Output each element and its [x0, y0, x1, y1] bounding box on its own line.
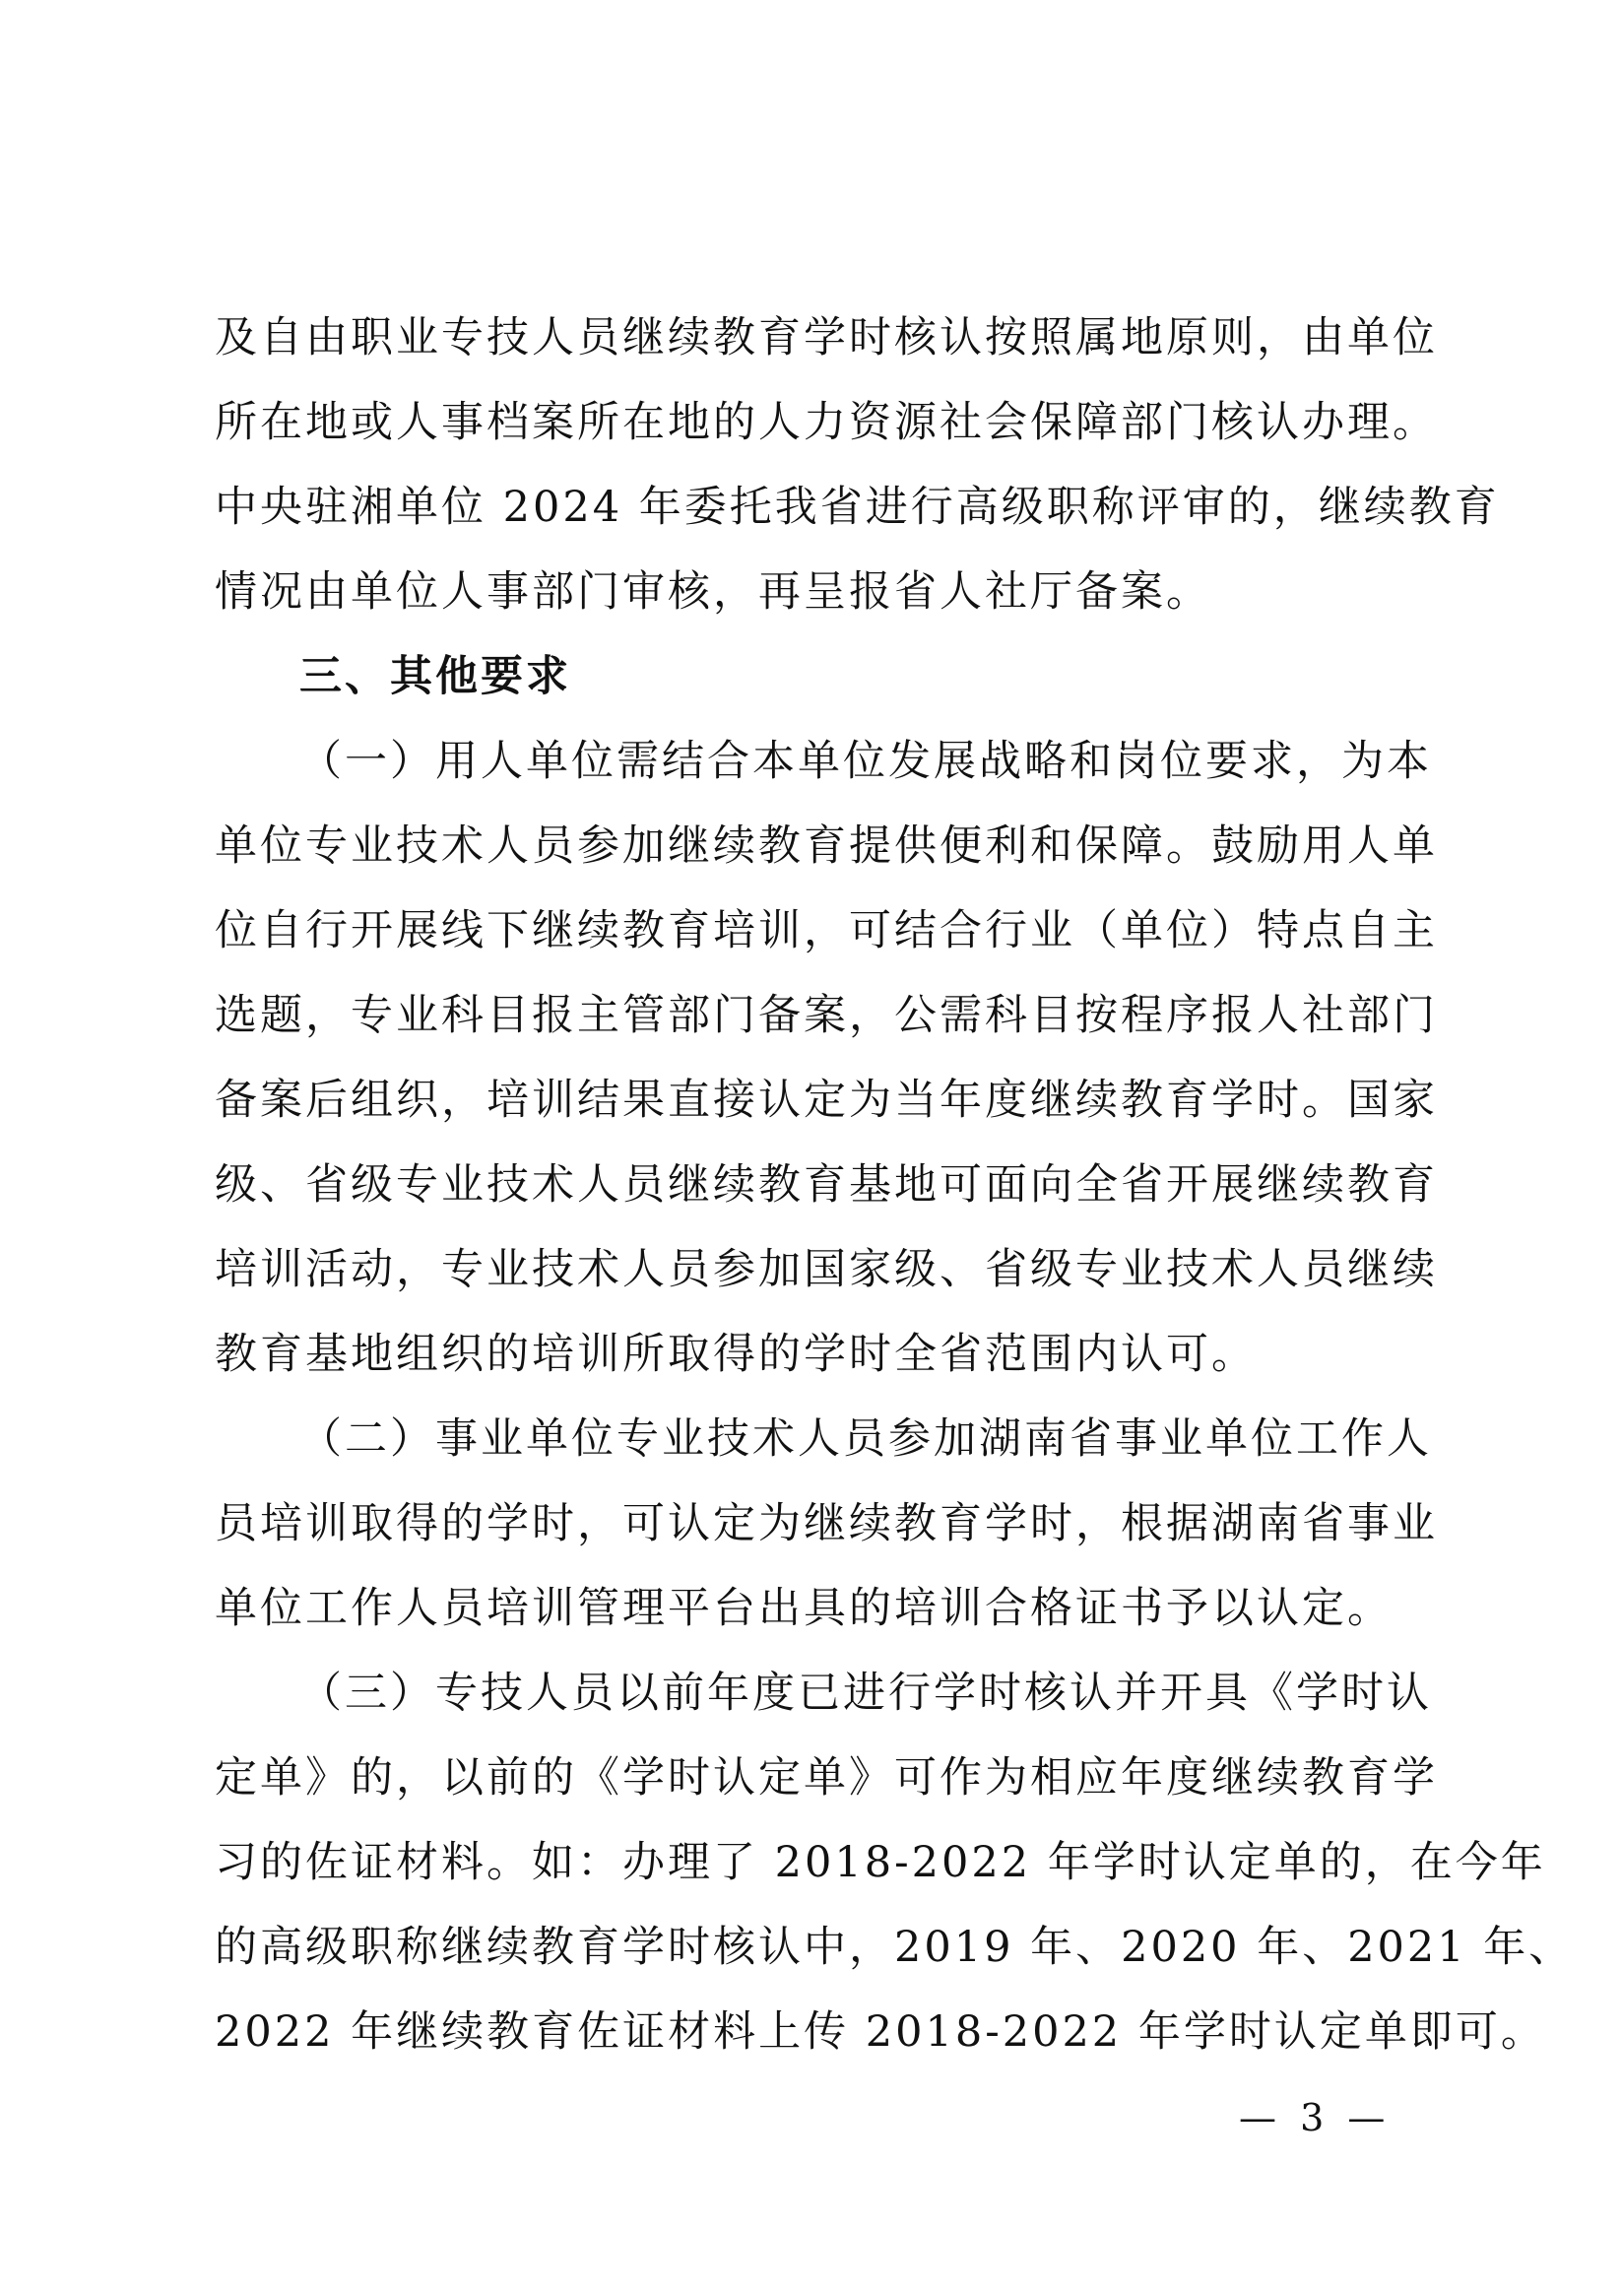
text-line: 所在地或人事档案所在地的人力资源社会保障部门核认办理。 [215, 398, 1438, 447]
text-line: 情况由单位人事部门审核，再呈报省人社厅备案。 [215, 567, 1211, 617]
text-line: 级、省级专业技术人员继续教育基地可面向全省开展继续教育 [215, 1160, 1438, 1210]
text-line: 员培训取得的学时，可认定为继续教育学时，根据湖南省事业 [215, 1499, 1438, 1548]
text-line: 2022 年继续教育佐证材料上传 2018-2022 年学时认定单即可。 [215, 2007, 1546, 2057]
document-body [215, 295, 1575, 2074]
text-line: 备案后组织，培训结果直接认定为当年度继续教育学时。国家 [215, 1076, 1438, 1125]
section-heading: 三、其他要求 [299, 652, 571, 701]
paragraph-1 [215, 719, 1438, 1397]
text-line: （二）事业单位专业技术人员参加湖南省事业单位工作人 [299, 1414, 1432, 1464]
text-line: 单位工作人员培训管理平台出具的培训合格证书予以认定。 [215, 1584, 1393, 1633]
text-line: 教育基地组织的培训所取得的学时全省范围内认可。 [215, 1330, 1257, 1379]
text-line: 位自行开展线下继续教育培训，可结合行业（单位）特点自主 [215, 906, 1438, 955]
text-line: 定单》的，以前的《学时认定单》可作为相应年度继续教育学 [215, 1753, 1438, 1803]
text-line: 中央驻湘单位 2024 年委托我省进行高级职称评审的，继续教育 [215, 483, 1500, 532]
paragraph-continued [215, 295, 1500, 634]
text-line: 的高级职称继续教育学时核认中，2019 年、2020 年、2021 年、 [215, 1923, 1575, 1972]
text-line: 习的佐证材料。如：办理了 2018-2022 年学时认定单的，在今年 [215, 1838, 1546, 1887]
text-line: 单位专业技术人员参加继续教育提供便利和保障。鼓励用人单 [215, 821, 1438, 871]
paragraph-3 [215, 1651, 1575, 2074]
text-line: （一）用人单位需结合本单位发展战略和岗位要求，为本 [299, 737, 1432, 786]
text-line: （三）专技人员以前年度已进行学时核认并开具《学时认 [299, 1669, 1432, 1718]
text-line: 培训活动，专业技术人员参加国家级、省级专业技术人员继续 [215, 1245, 1438, 1294]
text-line: 及自由职业专技人员继续教育学时核认按照属地原则，由单位 [215, 313, 1438, 362]
paragraph-2 [215, 1397, 1438, 1651]
page-number: — 3 — [1239, 2096, 1392, 2139]
text-line: 选题，专业科目报主管部门备案，公需科目按程序报人社部门 [215, 991, 1438, 1040]
